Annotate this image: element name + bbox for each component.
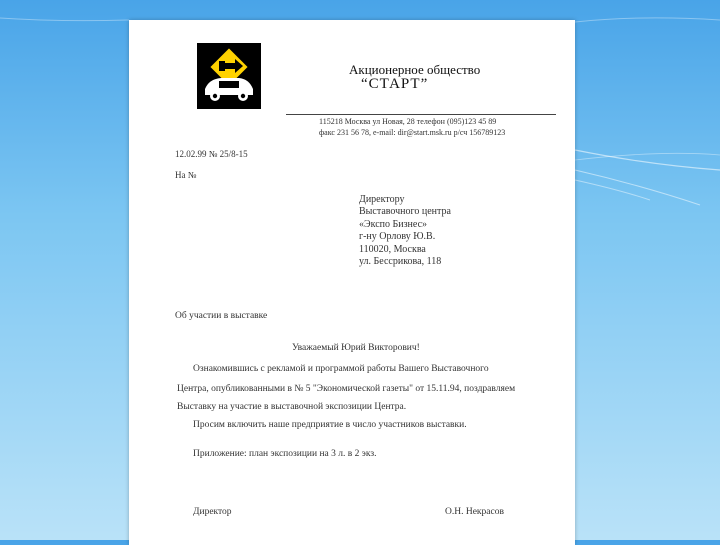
company-name-line2: “СТАРТ” xyxy=(361,76,429,92)
recipient-line: г-ну Орлову Ю.В. xyxy=(359,231,436,243)
reference-number: На № xyxy=(175,170,197,180)
car-sign-icon xyxy=(199,45,259,107)
header-divider xyxy=(286,114,556,115)
company-name-line1: Акционерное общество xyxy=(349,62,481,77)
recipient-line: «Экспо Бизнес» xyxy=(359,218,428,230)
paragraph1-line3: Выставку на участие в выставочной экспозиции Центра. xyxy=(177,402,407,412)
paragraph1-line1: Ознакомившись с рекламой и программой работы Вашего Выставочного xyxy=(193,364,489,374)
letter-salutation: Уважаемый Юрий Викторович! xyxy=(292,343,420,353)
paragraph2: Просим включить наше предприятие в число участников выставки. xyxy=(193,420,467,430)
signature-name: О.Н. Некрасов xyxy=(445,507,504,517)
recipient-line: 110020, Москва xyxy=(359,243,426,255)
company-address-line1: 115218 Москва ул Новая, 28 телефон (095)123 45 89 xyxy=(319,117,497,126)
recipient-line: Директору xyxy=(359,194,405,205)
recipient-line: ул. Бессрикова, 118 xyxy=(359,256,442,268)
letter-subject: Об участии в выставке xyxy=(175,311,268,321)
company-logo xyxy=(197,43,261,109)
document-number: 12.02.99 № 25/8-15 xyxy=(175,149,248,159)
paragraph1-line2: Центра, опубликованными в № 5 "Экономической газеты" от 15.11.94, поздравляем xyxy=(177,384,516,394)
company-address-line2: факс 231 56 78, e-mail: dir@start.msk.ru р/сч 156789123 xyxy=(319,128,506,137)
attachment-note: Приложение: план экспозиции на 3 л. в 2 экз. xyxy=(193,449,377,459)
signature-title: Директор xyxy=(193,507,232,517)
letter-page xyxy=(129,20,575,545)
recipient-line: Выставочного центра xyxy=(359,206,451,218)
recipient-block xyxy=(359,194,451,268)
